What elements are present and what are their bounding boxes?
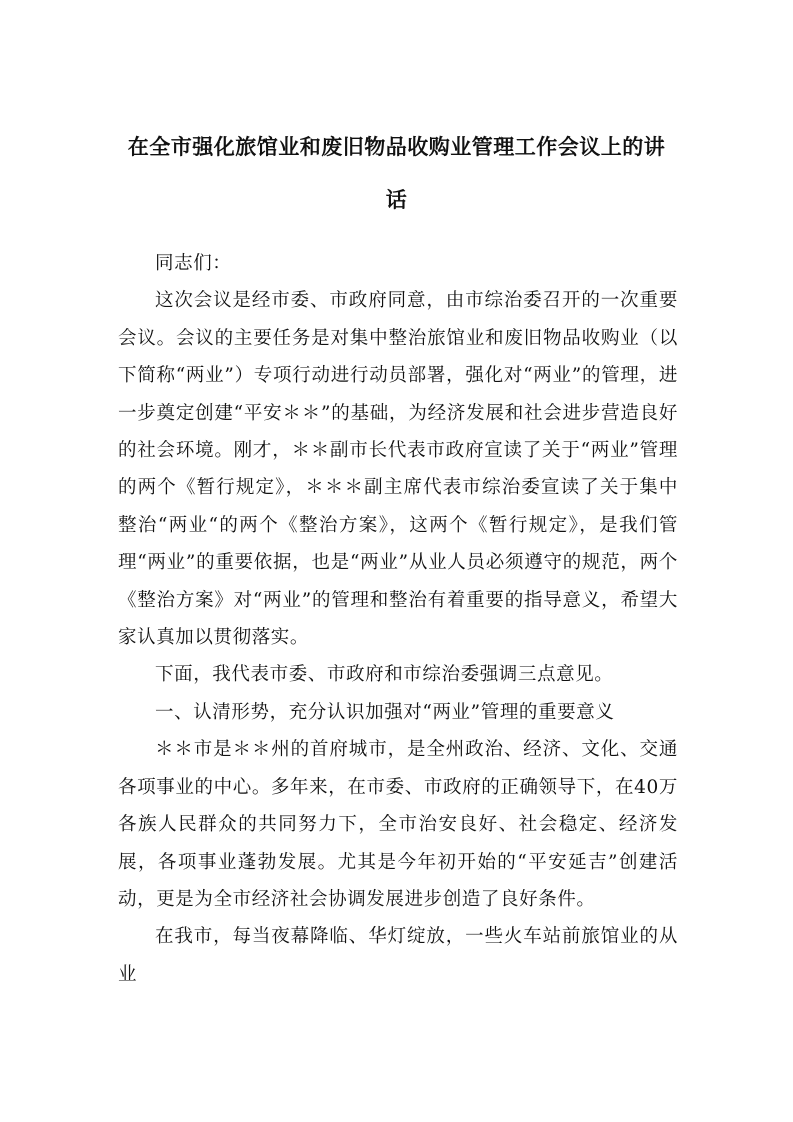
body-paragraph: 这次会议是经市委、市政府同意，由市综治委召开的一次重要会议。会议的主要任务是对集中整治旅馆业和废旧物品收购业（以下简称“两业”）专项行动进行动员部署，强化对“两业”的管理，进一步奠定创建“平安＊＊”的基础，为经济发展和社会进步营造良好的社会环境。刚才，＊＊副市长代表市政府宣读了关于“两业”管理的两个《暂行规定》，＊＊＊副主席代表市综治委宣读了关于集中整治“两业“的两个《整治方案》，这两个《暂行规定》，是我们管理“两业”的重要依据，也是“两业”从业人员必须遵守的规范，两个《整治方案》对“两业”的管理和整治有着重要的指导意义，希望大家认真加以贯彻落实。 bbox=[118, 290, 678, 649]
body-paragraph: 下面，我代表市委、市政府和市综治委强调三点意见。 bbox=[155, 664, 614, 686]
salutation-paragraph: 同志们： bbox=[155, 253, 232, 274]
body-paragraph: ＊＊市是＊＊州的首府城市，是全州政治、经济、文化、交通各项事业的中心。多年来，在市委、市政府的正确领导下，在40万各族人民群众的共同努力下，全市治安良好、社会稳定、经济发展，各项事业蓬勃发展。尤其是今年初开始的“平安延吉”创建活动，更是为全市经济社会协调发展进步创造了良好条件。 bbox=[118, 739, 678, 910]
document-body bbox=[118, 245, 678, 993]
section-heading: 一、认清形势，充分认识加强对“两业”管理的重要意义 bbox=[155, 701, 615, 723]
document-title-line-1: 在全市强化旅馆业和废旧物品收购业管理工作会议上的讲 bbox=[127, 135, 666, 159]
document-title-line-2: 话 bbox=[385, 188, 408, 212]
body-paragraph: 在我市，每当夜幕降临、华灯绽放，一些火车站前旅馆业的从业 bbox=[118, 926, 678, 985]
